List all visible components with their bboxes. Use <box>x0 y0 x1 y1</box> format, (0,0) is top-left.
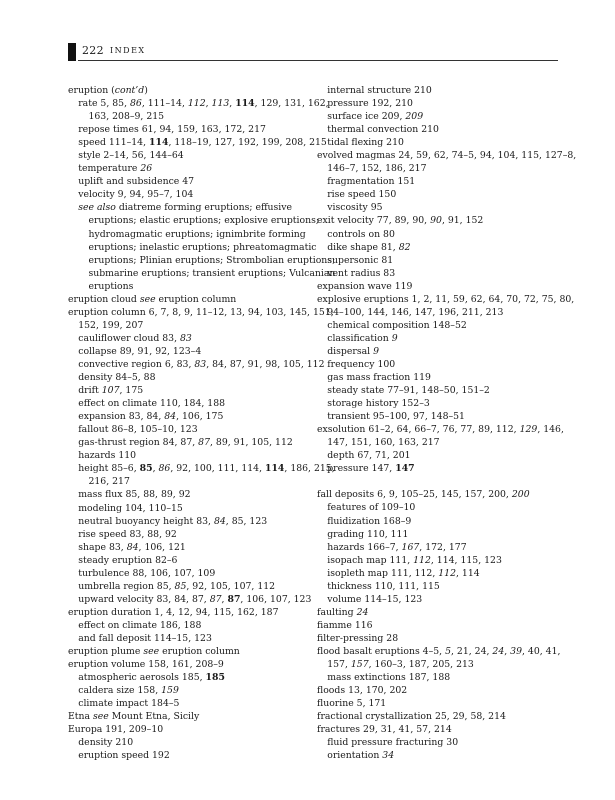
index-subentry: transient 95–100, 97, 148–51 <box>327 411 465 423</box>
index-entry: eruption duration 1, 4, 12, 94, 115, 162, 187 <box>68 606 279 618</box>
index-entry: Etna see Mount Etna, Sicily <box>68 711 200 723</box>
index-subentry: mass flux 85, 88, 89, 92 <box>78 489 191 501</box>
index-subentry: supersonic 81 <box>327 254 394 266</box>
index-subentry: pressure 147, 147 <box>327 463 415 475</box>
header-bar <box>68 43 76 61</box>
index-subentry: density 84–5, 88 <box>78 372 156 384</box>
index-subentry: fluid pressure fracturing 30 <box>327 737 459 749</box>
index-entry: fiamme 116 <box>317 619 373 631</box>
index-subentry: hazards 166–7, 167, 172, 177 <box>327 541 467 553</box>
index-entry: eruption (cont’d) <box>68 85 148 96</box>
index-entry: floods 13, 170, 202 <box>317 685 408 697</box>
index-entry: fractures 29, 31, 41, 57, 214 <box>317 724 452 736</box>
index-subentry: storage history 152–3 <box>327 398 430 410</box>
index-entry: faulting 24 <box>317 606 369 618</box>
index-subentry: upward velocity 83, 84, 87, 87, 87, 106, 107, 123 <box>78 593 312 605</box>
index-column-right <box>317 84 577 762</box>
index-column-left <box>68 84 336 762</box>
page-header <box>68 43 558 61</box>
index-subentry: chemical composition 148–52 <box>327 319 467 331</box>
index-subentry: isopleth map 111, 112, 112, 114 <box>327 567 480 579</box>
index-subentry: volume 114–15, 123 <box>327 593 423 605</box>
index-entry: eruption column 6, 7, 8, 9, 11–12, 13, 94, 103, 145, 151, 152, 199, 207 <box>68 306 334 331</box>
index-subentry: eruption speed 192 <box>78 750 170 762</box>
index-subentry: convective region 6, 83, 83, 84, 87, 91, 98, 105, 112 <box>78 358 325 370</box>
index-subentry: uplift and subsidence 47 <box>78 176 195 188</box>
index-entry: Europa 191, 209–10 <box>68 724 164 736</box>
index-entry: fall deposits 6, 9, 105–25, 145, 157, 200, 200 <box>317 489 530 501</box>
index-subentry: mass extinctions 187, 188 <box>327 672 451 684</box>
index-gap <box>317 475 567 488</box>
index-entry: eruption plume see eruption column <box>68 646 240 658</box>
index-entry: exit velocity 77, 89, 90, 90, 91, 152 <box>317 215 484 227</box>
index-entry: flood basalt eruptions 4–5, 5, 21, 24, 24, 39, 40, 41, 157, 157, 160–3, 187, 205, 213 <box>317 645 561 671</box>
index-subentry: temperature 26 <box>78 163 153 175</box>
index-subentry: style 2–14, 56, 144–64 <box>78 150 184 162</box>
index-subentry: and fall deposit 114–15, 123 <box>78 632 212 644</box>
index-subentry: classification 9 <box>327 332 398 344</box>
index-subentry: steady state 77–91, 148–50, 151–2 <box>327 385 490 397</box>
index-subentry: vent radius 83 <box>327 267 396 279</box>
index-subentry: drift 107, 175 <box>78 385 144 397</box>
index-entry: filter-pressing 28 <box>317 632 399 644</box>
index-subentry: orientation 34 <box>327 750 395 762</box>
index-subentry: height 85–6, 85, 86, 92, 100, 111, 114, 114, 186, 215, 216, 217 <box>78 463 335 488</box>
index-subentry: neutral buoyancy height 83, 84, 85, 123 <box>78 515 268 527</box>
index-subentry: features of 109–10 <box>327 502 416 514</box>
index-subentry: velocity 9, 94, 95–7, 104 <box>78 189 194 201</box>
index-subentry: tidal flexing 210 <box>327 137 404 149</box>
header-rule <box>78 60 558 61</box>
running-title: INDEX <box>110 46 146 55</box>
index-subentry: fluidization 168–9 <box>327 515 412 527</box>
index-subentry: frequency 100 <box>327 358 396 370</box>
index-entry: expansion wave 119 <box>317 280 413 292</box>
index-entry: fluorine 5, 171 <box>317 698 387 710</box>
index-entry: eruption cloud see eruption column <box>68 293 237 305</box>
index-subentry: rise speed 83, 88, 92 <box>78 528 177 540</box>
index-subentry: shape 83, 84, 106, 121 <box>78 541 186 553</box>
index-subentry: pressure 192, 210 <box>327 98 413 110</box>
index-subentry: caldera size 158, 159 <box>78 685 179 697</box>
index-subentry: gas mass fraction 119 <box>327 372 431 384</box>
index-subentry: expansion 83, 84, 84, 106, 175 <box>78 411 224 423</box>
index-subentry: internal structure 210 <box>327 85 432 96</box>
index-entry: fractional crystallization 25, 29, 58, 214 <box>317 711 506 723</box>
index-subentry: rise speed 150 <box>327 189 397 201</box>
index-subentry: umbrella region 85, 85, 92, 105, 107, 112 <box>78 580 276 592</box>
index-subentry: collapse 89, 91, 92, 123–4 <box>78 345 202 357</box>
index-subentry: depth 67, 71, 201 <box>327 450 411 462</box>
index-subentry: see also diatreme forming eruptions; effusive eruptions; elastic eruptions; explosive eruptions; hydromagmatic eruptions; ignimbrite forming eruptions; inelastic eruptions; phreatomagmatic eruptions; Plinian eruptions; Strombolian eruptions; submarine eruptions; transient eruptions; Vulcanian eruptions <box>78 202 336 292</box>
index-subentry: gas-thrust region 84, 87, 87, 89, 91, 105, 112 <box>78 437 293 449</box>
index-subentry: grading 110, 111 <box>327 528 409 540</box>
index-entry: eruption volume 158, 161, 208–9 <box>68 659 224 671</box>
index-subentry: modeling 104, 110–15 <box>78 502 183 514</box>
index-subentry: fallout 86–8, 105–10, 123 <box>78 424 198 436</box>
index-entry: exsolution 61–2, 64, 66–7, 76, 77, 89, 112, 129, 146, 147, 151, 160, 163, 217 <box>317 424 564 449</box>
index-subentry: effect on climate 110, 184, 188 <box>78 398 226 410</box>
index-subentry: dike shape 81, 82 <box>327 241 411 253</box>
index-subentry: thickness 110, 111, 115 <box>327 580 440 592</box>
index-subentry: atmospheric aerosols 185, 185 <box>78 672 225 684</box>
index-subentry: speed 111–14, 114, 118–19, 127, 192, 199, 208, 215 <box>78 137 327 149</box>
index-subentry: fragmentation 151 <box>327 176 416 188</box>
index-subentry: thermal convection 210 <box>327 124 439 136</box>
index-subentry: density 210 <box>78 737 134 749</box>
index-subentry: isopach map 111, 112, 114, 115, 123 <box>327 554 502 566</box>
index-subentry: surface ice 209, 209 <box>327 111 424 123</box>
index-subentry: dispersal 9 <box>327 345 379 357</box>
index-entry: evolved magmas 24, 59, 62, 74–5, 94, 104, 115, 127–8, 146–7, 152, 186, 217 <box>317 150 577 175</box>
index-subentry: steady eruption 82–6 <box>78 554 178 566</box>
index-subentry: rate 5, 85, 86, 111–14, 112, 113, 114, 129, 131, 162, 163, 208–9, 215 <box>78 98 329 123</box>
page-number: 222 <box>82 44 104 57</box>
index-entry: explosive eruptions 1, 2, 11, 59, 62, 64, 70, 72, 75, 80, 94–100, 144, 146, 147, 196, 211, 213 <box>317 293 575 318</box>
index-subentry: viscosity 95 <box>327 202 383 214</box>
index-subentry: repose times 61, 94, 159, 163, 172, 217 <box>78 124 266 136</box>
index-subentry: turbulence 88, 106, 107, 109 <box>78 567 216 579</box>
index-subentry: climate impact 184–5 <box>78 698 180 710</box>
index-subentry: hazards 110 <box>78 450 137 462</box>
index-subentry: cauliflower cloud 83, 83 <box>78 332 192 344</box>
index-subentry: controls on 80 <box>327 228 395 240</box>
index-subentry: effect on climate 186, 188 <box>78 619 202 631</box>
